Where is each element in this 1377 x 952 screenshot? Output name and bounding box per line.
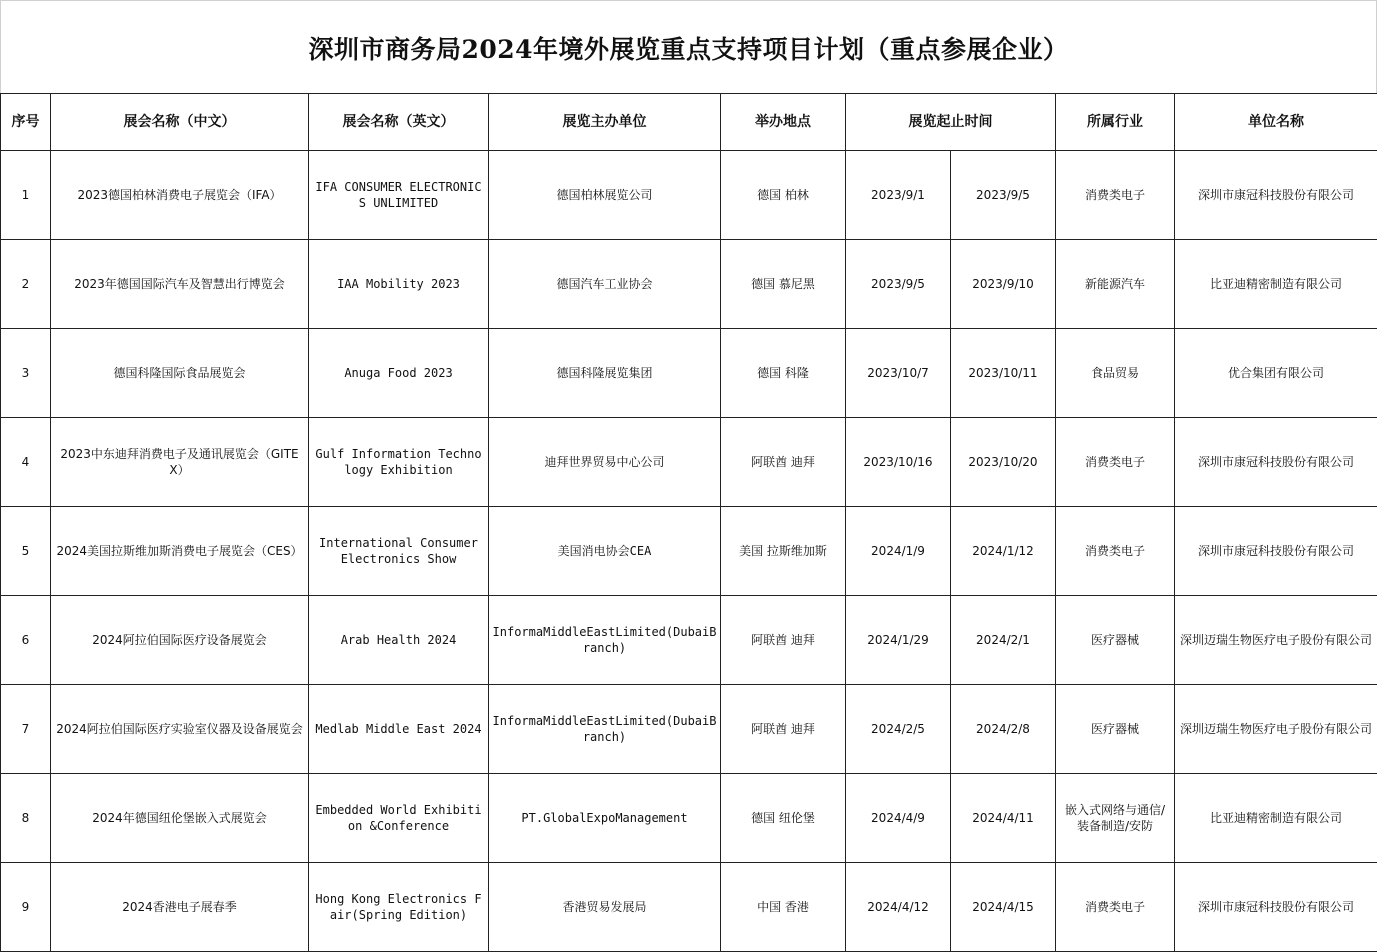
cell-company[interactable]: 比亚迪精密制造有限公司	[1175, 774, 1377, 863]
cell-name-en[interactable]: IFA CONSUMER ELECTRONICS UNLIMITED	[309, 151, 489, 240]
cell-name-en[interactable]: IAA Mobility 2023	[309, 240, 489, 329]
cell-start-date[interactable]: 2024/4/12	[846, 863, 951, 952]
table-row	[1, 596, 1377, 685]
cell-location[interactable]: 阿联酋 迪拜	[721, 596, 846, 685]
table-row	[1, 151, 1377, 240]
cell-start-date[interactable]: 2023/10/7	[846, 329, 951, 418]
table-row	[1, 685, 1377, 774]
page-title: 深圳市商务局2024年境外展览重点支持项目计划（重点参展企业）	[308, 30, 1068, 66]
header-name-cn[interactable]: 展会名称（中文）	[51, 94, 309, 151]
cell-location[interactable]: 德国 柏林	[721, 151, 846, 240]
cell-name-en[interactable]: Anuga Food 2023	[309, 329, 489, 418]
table-row	[1, 774, 1377, 863]
cell-name-en[interactable]: Medlab Middle East 2024	[309, 685, 489, 774]
cell-location[interactable]: 美国 拉斯维加斯	[721, 507, 846, 596]
cell-company[interactable]: 深圳市康冠科技股份有限公司	[1175, 507, 1377, 596]
table-row	[1, 329, 1377, 418]
cell-location[interactable]: 德国 科隆	[721, 329, 846, 418]
cell-start-date[interactable]: 2023/9/5	[846, 240, 951, 329]
cell-name-en[interactable]: Hong Kong Electronics Fair(Spring Edition)	[309, 863, 489, 952]
cell-index[interactable]: 3	[1, 329, 51, 418]
cell-organizer[interactable]: 香港贸易发展局	[489, 863, 721, 952]
cell-end-date[interactable]: 2024/2/1	[951, 596, 1056, 685]
header-row	[1, 94, 1377, 151]
cell-index[interactable]: 4	[1, 418, 51, 507]
cell-name-cn[interactable]: 2023中东迪拜消费电子及通讯展览会（GITEX）	[51, 418, 309, 507]
cell-start-date[interactable]: 2023/9/1	[846, 151, 951, 240]
table-row	[1, 863, 1377, 952]
cell-organizer[interactable]: 迪拜世界贸易中心公司	[489, 418, 721, 507]
cell-start-date[interactable]: 2024/4/9	[846, 774, 951, 863]
cell-organizer[interactable]: 德国汽车工业协会	[489, 240, 721, 329]
cell-industry[interactable]: 食品贸易	[1056, 329, 1175, 418]
cell-name-en[interactable]: Arab Health 2024	[309, 596, 489, 685]
header-organizer[interactable]: 展览主办单位	[489, 94, 721, 151]
cell-organizer[interactable]: InformaMiddleEastLimited(DubaiBranch)	[489, 685, 721, 774]
cell-end-date[interactable]: 2024/2/8	[951, 685, 1056, 774]
cell-company[interactable]: 深圳迈瑞生物医疗电子股份有限公司	[1175, 685, 1377, 774]
cell-company[interactable]: 深圳市康冠科技股份有限公司	[1175, 863, 1377, 952]
cell-location[interactable]: 阿联酋 迪拜	[721, 418, 846, 507]
cell-name-cn[interactable]: 德国科隆国际食品展览会	[51, 329, 309, 418]
cell-name-en[interactable]: Embedded World Exhibition &Conference	[309, 774, 489, 863]
cell-company[interactable]: 优合集团有限公司	[1175, 329, 1377, 418]
cell-location[interactable]: 德国 慕尼黑	[721, 240, 846, 329]
cell-index[interactable]: 1	[1, 151, 51, 240]
cell-index[interactable]: 6	[1, 596, 51, 685]
cell-industry[interactable]: 消费类电子	[1056, 507, 1175, 596]
cell-index[interactable]: 7	[1, 685, 51, 774]
cell-index[interactable]: 2	[1, 240, 51, 329]
cell-name-cn[interactable]: 2023德国柏林消费电子展览会（IFA）	[51, 151, 309, 240]
cell-start-date[interactable]: 2024/1/29	[846, 596, 951, 685]
cell-start-date[interactable]: 2024/1/9	[846, 507, 951, 596]
cell-industry[interactable]: 消费类电子	[1056, 151, 1175, 240]
header-industry[interactable]: 所属行业	[1056, 94, 1175, 151]
cell-name-en[interactable]: Gulf Information Technology Exhibition	[309, 418, 489, 507]
cell-index[interactable]: 5	[1, 507, 51, 596]
header-period[interactable]: 展览起止时间	[846, 94, 1056, 151]
cell-end-date[interactable]: 2024/1/12	[951, 507, 1056, 596]
cell-end-date[interactable]: 2023/9/5	[951, 151, 1056, 240]
cell-industry[interactable]: 消费类电子	[1056, 418, 1175, 507]
header-company[interactable]: 单位名称	[1175, 94, 1377, 151]
cell-organizer[interactable]: 德国柏林展览公司	[489, 151, 721, 240]
cell-name-cn[interactable]: 2024美国拉斯维加斯消费电子展览会（CES）	[51, 507, 309, 596]
table-row	[1, 507, 1377, 596]
cell-name-en[interactable]: International Consumer Electronics Show	[309, 507, 489, 596]
exhibition-table	[0, 93, 1377, 952]
cell-industry[interactable]: 医疗器械	[1056, 596, 1175, 685]
cell-company[interactable]: 比亚迪精密制造有限公司	[1175, 240, 1377, 329]
cell-location[interactable]: 中国 香港	[721, 863, 846, 952]
cell-industry[interactable]: 嵌入式网络与通信/装备制造/安防	[1056, 774, 1175, 863]
cell-location[interactable]: 德国 纽伦堡	[721, 774, 846, 863]
cell-index[interactable]: 8	[1, 774, 51, 863]
cell-organizer[interactable]: 德国科隆展览集团	[489, 329, 721, 418]
title-cell[interactable]	[0, 0, 1377, 94]
cell-industry[interactable]: 医疗器械	[1056, 685, 1175, 774]
cell-location[interactable]: 阿联酋 迪拜	[721, 685, 846, 774]
cell-organizer[interactable]: PT.GlobalExpoManagement	[489, 774, 721, 863]
cell-end-date[interactable]: 2023/9/10	[951, 240, 1056, 329]
header-index[interactable]: 序号	[1, 94, 51, 151]
cell-end-date[interactable]: 2024/4/15	[951, 863, 1056, 952]
cell-end-date[interactable]: 2024/4/11	[951, 774, 1056, 863]
cell-name-cn[interactable]: 2024阿拉伯国际医疗实验室仪器及设备展览会	[51, 685, 309, 774]
cell-name-cn[interactable]: 2024年德国纽伦堡嵌入式展览会	[51, 774, 309, 863]
table-row	[1, 240, 1377, 329]
cell-industry[interactable]: 消费类电子	[1056, 863, 1175, 952]
cell-start-date[interactable]: 2024/2/5	[846, 685, 951, 774]
cell-name-cn[interactable]: 2023年德国国际汽车及智慧出行博览会	[51, 240, 309, 329]
cell-name-cn[interactable]: 2024阿拉伯国际医疗设备展览会	[51, 596, 309, 685]
cell-industry[interactable]: 新能源汽车	[1056, 240, 1175, 329]
header-name-en[interactable]: 展会名称（英文）	[309, 94, 489, 151]
cell-company[interactable]: 深圳市康冠科技股份有限公司	[1175, 418, 1377, 507]
cell-company[interactable]: 深圳市康冠科技股份有限公司	[1175, 151, 1377, 240]
cell-organizer[interactable]: InformaMiddleEastLimited(DubaiBranch)	[489, 596, 721, 685]
cell-organizer[interactable]: 美国消电协会CEA	[489, 507, 721, 596]
cell-index[interactable]: 9	[1, 863, 51, 952]
table-row	[1, 418, 1377, 507]
header-location[interactable]: 举办地点	[721, 94, 846, 151]
table-body	[1, 151, 1377, 952]
cell-start-date[interactable]: 2023/10/16	[846, 418, 951, 507]
cell-end-date[interactable]: 2023/10/20	[951, 418, 1056, 507]
cell-end-date[interactable]: 2023/10/11	[951, 329, 1056, 418]
cell-company[interactable]: 深圳迈瑞生物医疗电子股份有限公司	[1175, 596, 1377, 685]
cell-name-cn[interactable]: 2024香港电子展春季	[51, 863, 309, 952]
